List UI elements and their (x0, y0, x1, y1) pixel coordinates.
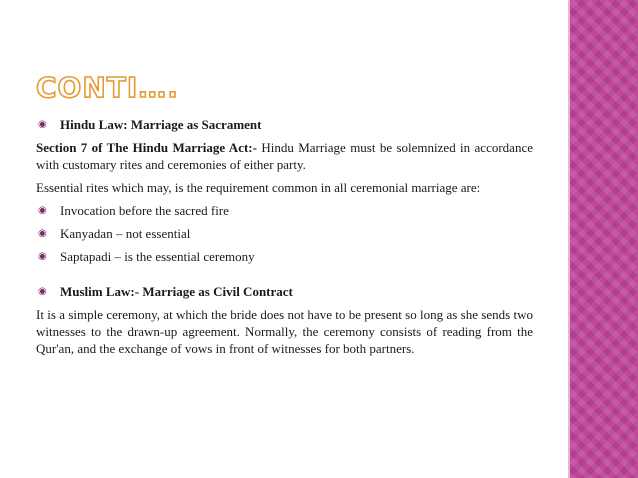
essential-rites-paragraph: Essential rites which may, is the requirement common in all ceremonial marriage are: (36, 180, 481, 195)
section7-text: Hindu Marriage must be solemnized in accordance with customary rites and ceremonies of either party. (36, 140, 533, 172)
list-item-text: Saptapadi – is the essential ceremony (60, 249, 255, 264)
list-item (36, 248, 533, 265)
muslim-law-paragraph: It is a simple ceremony, at which the bride does not have to be present so long as she sends two witnesses to the drawn-up agreement. Normally, the ceremony consists of reading from the Qur'an, and the exchange of vows in front of witnesses for both partners. (36, 307, 533, 356)
bullet-circle-icon: ◉ (38, 286, 47, 297)
muslim-law-heading: Muslim Law:- Marriage as Civil Contract (60, 284, 293, 299)
bullet-circle-icon: ◉ (38, 251, 47, 262)
spacer (36, 271, 533, 283)
bullet-circle-icon: ◉ (38, 119, 47, 130)
slide-title: CONTI…. (36, 71, 179, 104)
bullet-hindu-law (36, 116, 533, 133)
bullet-circle-icon: ◉ (38, 205, 47, 216)
bullet-muslim-law (36, 283, 533, 300)
list-item (36, 225, 533, 242)
slide-content (36, 116, 533, 363)
decorative-side-panel (568, 0, 638, 478)
hindu-law-heading: Hindu Law: Marriage as Sacrament (60, 117, 262, 132)
list-item-text: Invocation before the sacred fire (60, 203, 229, 218)
section7-paragraph (36, 139, 533, 173)
section7-label: Section 7 of The Hindu Marriage Act:- (36, 140, 257, 155)
list-item-text: Kanyadan – not essential (60, 226, 191, 241)
list-item (36, 202, 533, 219)
bullet-circle-icon: ◉ (38, 228, 47, 239)
